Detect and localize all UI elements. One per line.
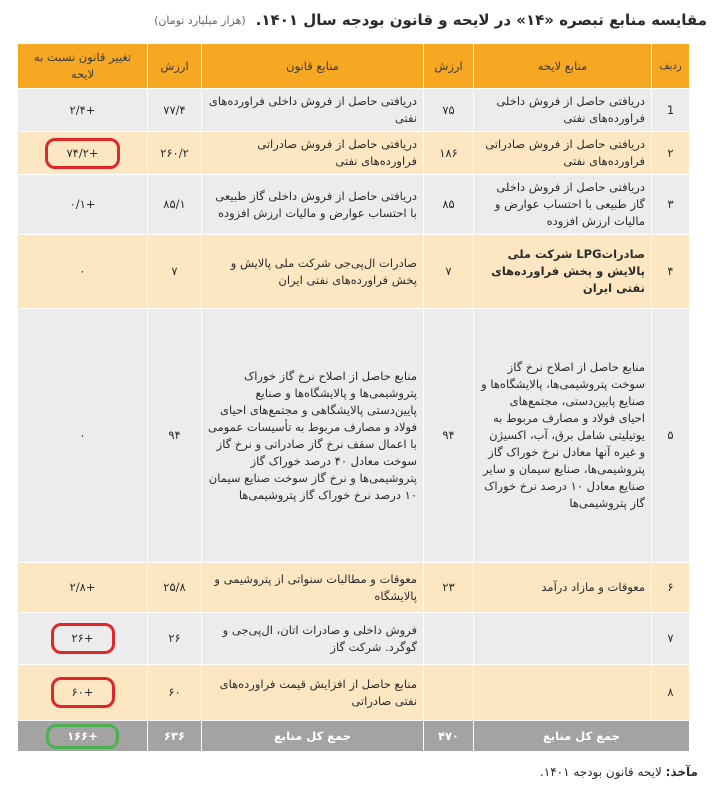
row-number: ۴ xyxy=(652,235,690,309)
title-unit: (هزار میلیارد تومان) xyxy=(154,13,246,27)
total-law-value: ۶۳۶ xyxy=(148,721,202,752)
table-row xyxy=(18,563,690,613)
law-value: ۲۶۰/۲ xyxy=(148,132,202,175)
bill-value: ۷۵ xyxy=(424,89,474,132)
law-source: دریافتی حاصل از فروش صادراتی فراورده‌های نفتی xyxy=(202,132,424,175)
bill-value xyxy=(424,613,474,665)
law-value: ۷۷/۴ xyxy=(148,89,202,132)
change-cell xyxy=(18,665,148,721)
law-source: منابع حاصل از اصلاح نرخ گاز خوراک پتروشیمی‌ها و پالایشگاه‌ها و صنایع پایین‌دستی پالایشگاهی و مجتمع‌های احیای فولاد و مصارف مربوط به تأسیسات عمومی با اعمال سقف نرخ گاز صادراتی و نرخ گاز سوخت معادل ۴۰ درصد خوراک گاز پتروشیمی‌ها و نرخ گاز سوخت صنایع سیمان ۱۰ درصد نرخ خوراک گاز پتروشیمی‌ها xyxy=(202,309,424,563)
total-bill-label: جمع کل منابع xyxy=(474,721,690,752)
change-value: +۰/۱ xyxy=(18,175,148,235)
table-row xyxy=(18,309,690,563)
law-value: ۶۰ xyxy=(148,665,202,721)
law-value: ۲۵/۸ xyxy=(148,563,202,613)
table-row xyxy=(18,175,690,235)
header-bill-value: ارزش xyxy=(424,44,474,89)
title-main: مقایسه منابع تبصره «۱۴» در لایحه و قانون بودجه سال ۱۴۰۱. xyxy=(255,11,707,29)
bill-source xyxy=(474,665,652,721)
law-source: فروش داخلی و صادرات اتان، ال‌پی‌جی و گوگرد. شرکت گاز xyxy=(202,613,424,665)
table-row xyxy=(18,235,690,309)
total-law-label: جمع کل منابع xyxy=(202,721,424,752)
bill-source xyxy=(474,613,652,665)
bill-source: دریافتی حاصل از فروش داخلی گاز طبیعی با احتساب عوارض و مالیات ارزش افزوده xyxy=(474,175,652,235)
law-source: صادرات ال‌پی‌جی شرکت ملی پالایش و پخش فراورده‌های نفتی ایران xyxy=(202,235,424,309)
row-number: ۵ xyxy=(652,309,690,563)
law-value: ۸۵/۱ xyxy=(148,175,202,235)
change-badge-red: +۷۴/۲ xyxy=(45,138,119,169)
header-bill-source: منابع لایحه xyxy=(474,44,652,89)
change-cell xyxy=(18,613,148,665)
total-bill-value: ۴۷۰ xyxy=(424,721,474,752)
source-text: لایحه قانون بودجه ۱۴۰۱. xyxy=(539,765,662,779)
change-value: ۰ xyxy=(18,309,148,563)
bill-source: منابع حاصل از اصلاح نرخ گاز سوخت پتروشیمی‌ها، پالایشگاه‌ها و صنایع پایین‌دستی، مجتمع‌های احیای فولاد و مصارف مربوط به یوتیلیتی شامل برق، آب، اکسیژن و غیره آنها معادل نرخ خوراک گاز پتروشیمی‌ها، صنایع سیمان و سایر صنایع معادل ۱۰ درصد نرخ خوراک گاز پتروشیمی‌ها xyxy=(474,309,652,563)
change-badge-red: +۶۰ xyxy=(51,677,115,708)
bill-value: ۲۳ xyxy=(424,563,474,613)
bill-source: صادراتLPG شرکت ملی پالایش و پخش فراورده‌های نفتی ایران xyxy=(474,235,652,309)
total-row xyxy=(18,721,690,752)
row-number: ۲ xyxy=(652,132,690,175)
law-value: ۷ xyxy=(148,235,202,309)
bill-source: معوقات و مازاد درآمد xyxy=(474,563,652,613)
row-number: 1 xyxy=(652,89,690,132)
bill-source: دریافتی حاصل از فروش داخلی فراورده‌های نفتی xyxy=(474,89,652,132)
total-change-cell xyxy=(18,721,148,752)
header-change: تغییر قانون نسبت به لایحه xyxy=(18,44,148,89)
row-number: ۳ xyxy=(652,175,690,235)
bill-value xyxy=(424,665,474,721)
header-row-number: ردیف xyxy=(652,44,690,89)
change-value: +۲/۴ xyxy=(18,89,148,132)
header-row xyxy=(18,44,690,89)
table-row xyxy=(18,89,690,132)
table-row xyxy=(18,132,690,175)
change-value: ۰ xyxy=(18,235,148,309)
bill-value: ۸۵ xyxy=(424,175,474,235)
bill-value: ۱۸۶ xyxy=(424,132,474,175)
change-value: +۲/۸ xyxy=(18,563,148,613)
bill-source: دریافتی حاصل از فروش صادراتی فراورده‌های نفتی xyxy=(474,132,652,175)
table-row xyxy=(18,665,690,721)
law-value: ۹۴ xyxy=(148,309,202,563)
source-label: مآخذ: xyxy=(665,765,698,779)
row-number: ۸ xyxy=(652,665,690,721)
table-row xyxy=(18,613,690,665)
change-badge-red: +۲۶ xyxy=(51,623,115,654)
law-value: ۲۶ xyxy=(148,613,202,665)
page-title xyxy=(8,6,707,34)
header-law-value: ارزش xyxy=(148,44,202,89)
comparison-table xyxy=(17,43,690,752)
bill-value: ۹۴ xyxy=(424,309,474,563)
law-source: دریافتی حاصل از فروش داخلی فراورده‌های نفتی xyxy=(202,89,424,132)
law-source: منابع حاصل از افزایش قیمت فراورده‌های نفتی صادراتی xyxy=(202,665,424,721)
row-number: ۶ xyxy=(652,563,690,613)
law-source: دریافتی حاصل از فروش داخلی گاز طبیعی با احتساب عوارض و مالیات ارزش افزوده xyxy=(202,175,424,235)
source-note xyxy=(540,765,698,779)
header-law-source: منابع قانون xyxy=(202,44,424,89)
total-change-badge-green: +۱۶۶ xyxy=(46,724,119,749)
row-number: ۷ xyxy=(652,613,690,665)
bill-value: ۷ xyxy=(424,235,474,309)
change-cell xyxy=(18,132,148,175)
law-source: معوقات و مطالبات سنواتی از پتروشیمی و پالایشگاه xyxy=(202,563,424,613)
